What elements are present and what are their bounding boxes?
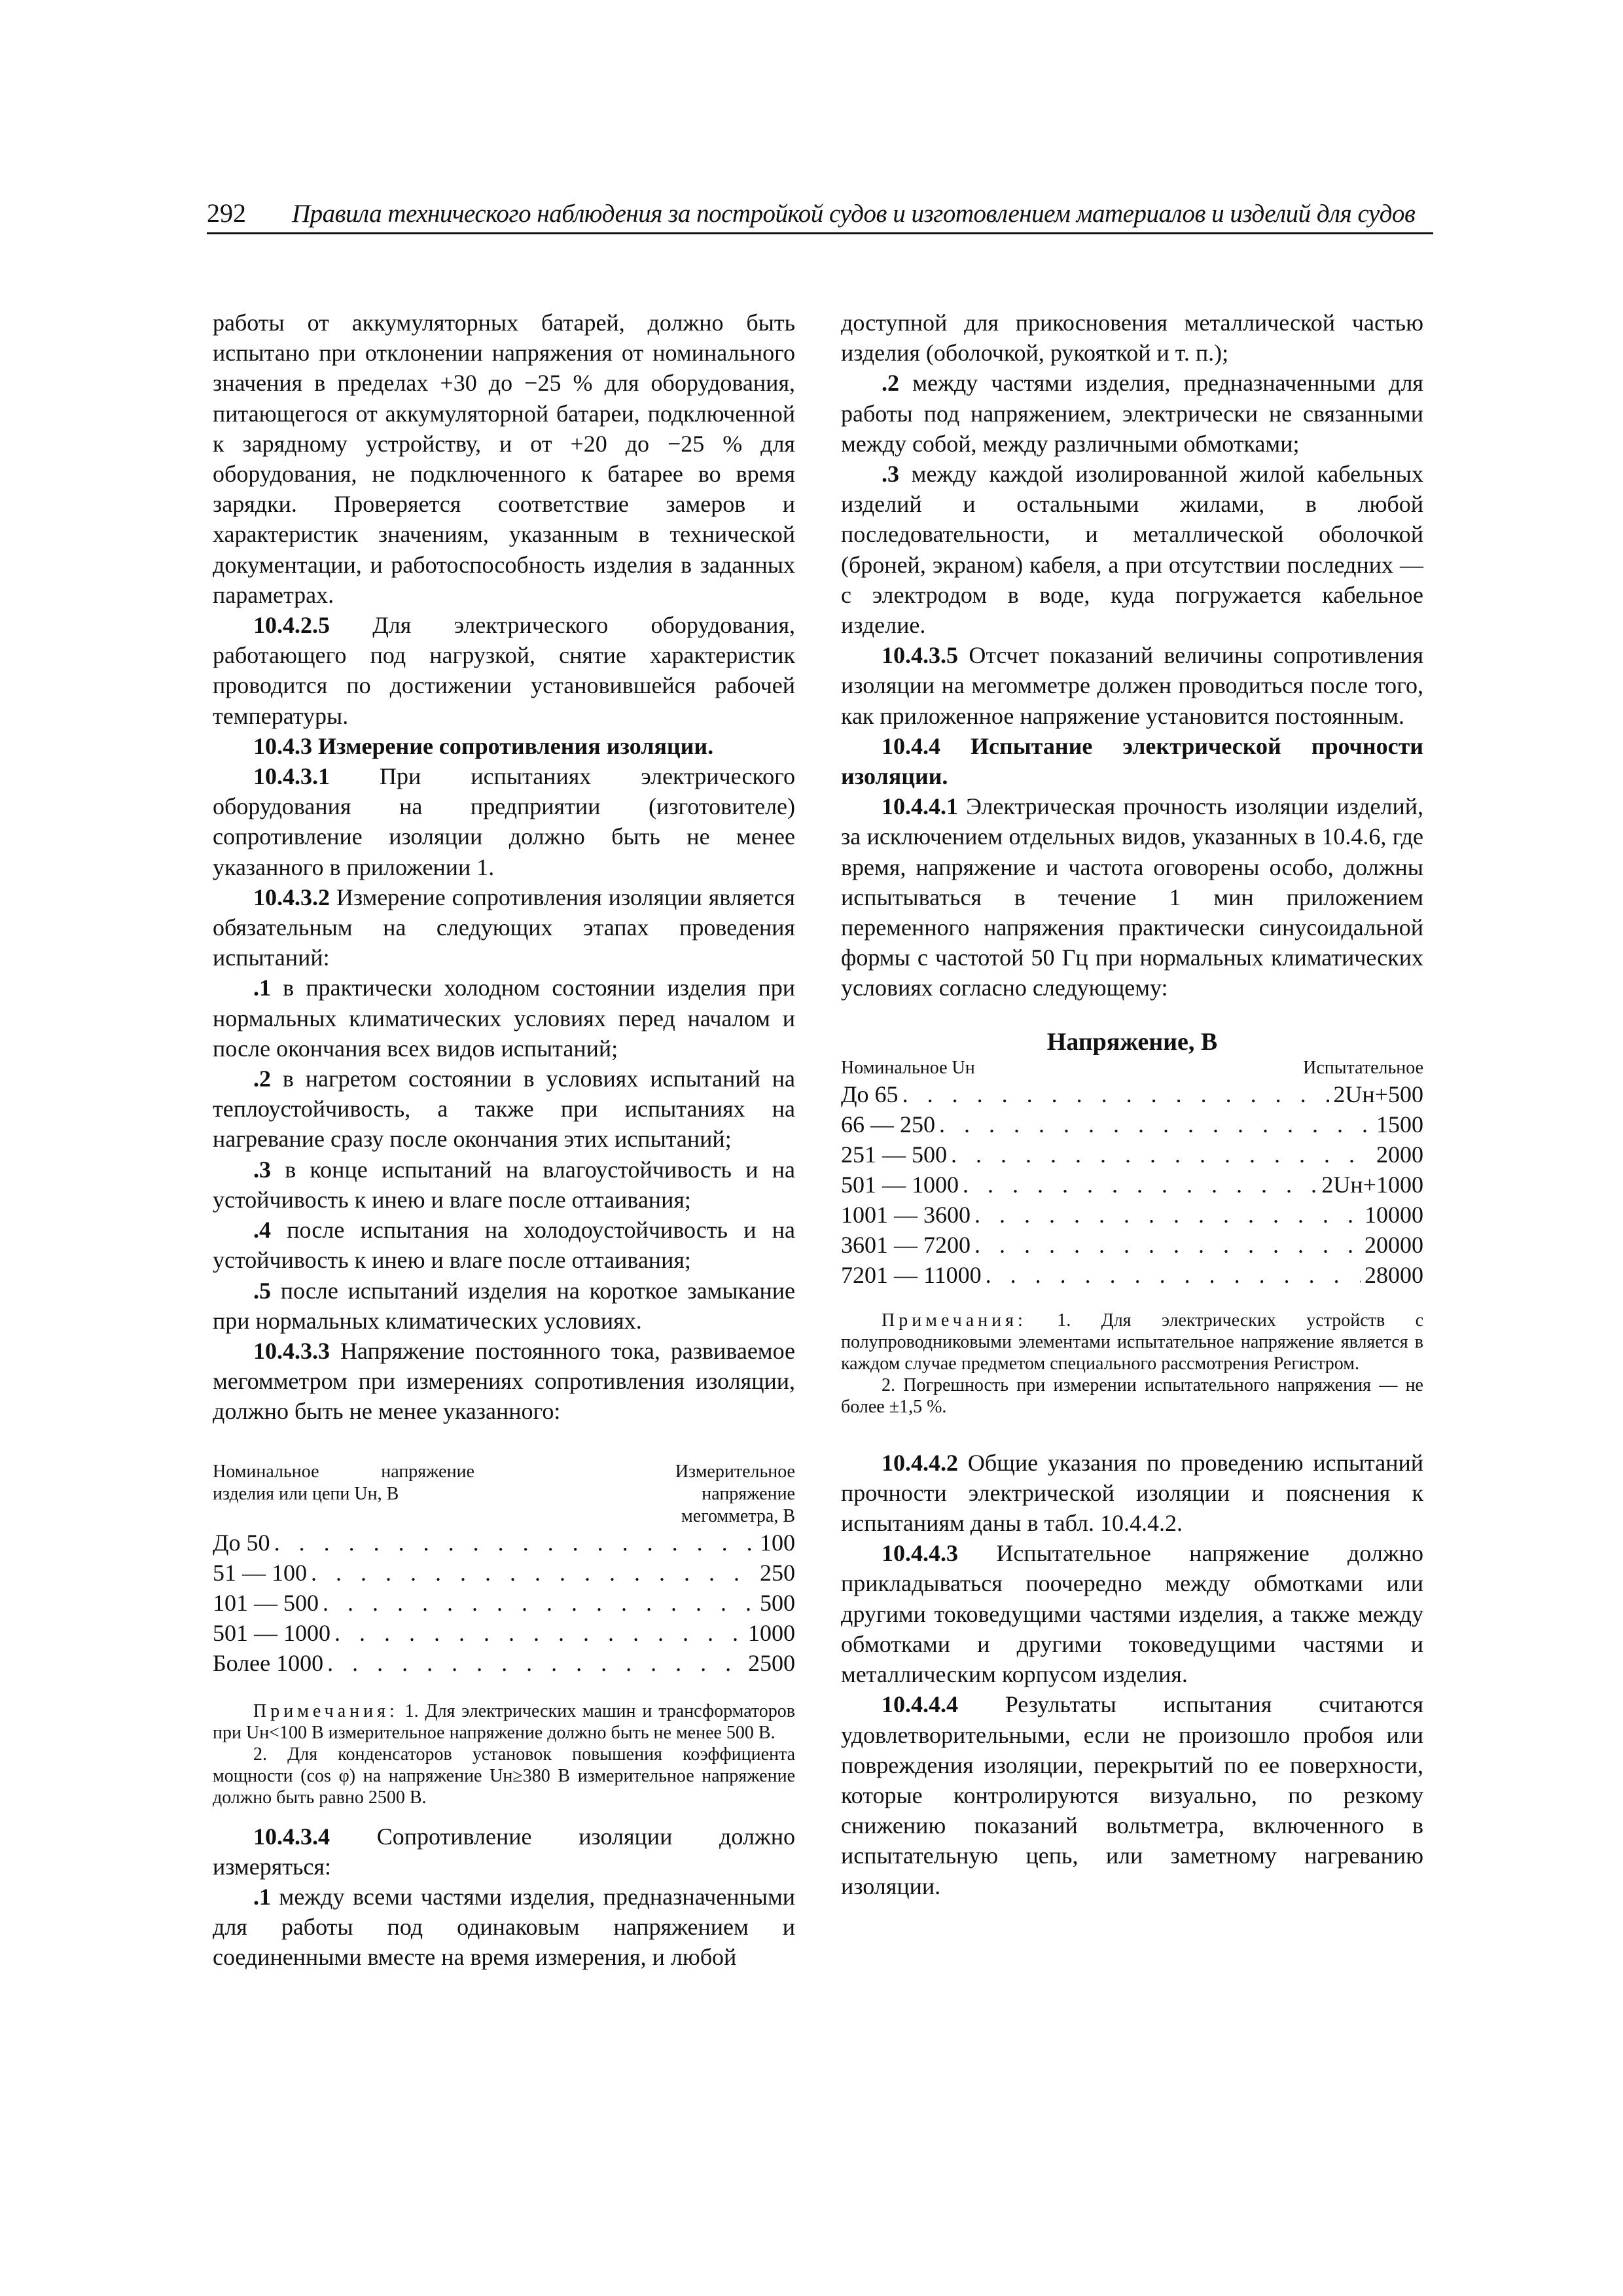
left-column xyxy=(213,308,795,1973)
running-title: Правила технического наблюдения за постройкой судов и изготовлением материалов и изделий для судов xyxy=(292,200,1416,228)
list-item: .2 в нагретом состоянии в условиях испытаний на теплоустойчивость, а также при испытаниях на нагревание сразу после окончания этих испытаний; xyxy=(213,1066,795,1153)
paragraph-10-4-3-2: 10.4.3.2 Измерение сопротивления изоляции является обязательным на следующих этапах проведения испытаний: xyxy=(213,884,795,971)
paragraph-10-4-4-3: 10.4.4.3 Испытательное напряжение должно прикладываться поочередно между обмотками или другими токоведущими частями изделия, а также между обмотками и другими токоведущими частями и металлическим корпусом изделия. xyxy=(841,1540,1423,1688)
list-item: .5 после испытаний изделия на короткое замыкание при нормальных климатических условиях. xyxy=(213,1277,795,1334)
table-row: До 65 . . . 2Uн+500 xyxy=(841,1079,1423,1109)
table-head-right: Измерительное напряжение мегомметра, В xyxy=(675,1461,795,1526)
table-notes xyxy=(213,1700,795,1808)
paragraph-10-4-4-1: 10.4.4.1 Электрическая прочность изоляции изделий, за исключением отдельных видов, указанных в 10.4.6, где время, напряжение и частота оговорены особо, должны испытываться в течение 1 мин приложением переменного напряжения практически синусоидальной формы с частотой 50 Гц при нормальных климатических условиях согласно следующему: xyxy=(841,793,1423,1001)
paragraph-10-4-4-2: 10.4.4.2 Общие указания по проведению испытаний прочности электрической изоляции и пояснения к испытаниям даны в табл. 10.4.4.2. xyxy=(841,1449,1423,1537)
paragraph: работы от аккумуляторных батарей, должно быть испытано при отклонении напряжения от номинального значения в пределах +30 до −25 % для оборудования, питающегося от аккумуляторной батареи, подключенной к зарядному устройству, и от +20 до −25 % для оборудования, не подключенного к батарее во время зарядки. Проверяется соответствие замеров и характеристик значениям, указанным в технической документации, и работоспособность изделия в заданных параметрах. xyxy=(213,310,795,608)
table-row: 501 — 1000 . . . 1000 xyxy=(213,1618,795,1648)
table-row: 1001 — 3600 . . . 10000 xyxy=(841,1200,1423,1230)
page-header xyxy=(207,196,1433,234)
note-2: 2. Погрешность при измерении испытательного напряжения — не более ±1,5 %. xyxy=(841,1374,1423,1417)
paragraph-10-4-3-1: 10.4.3.1 При испытаниях электрического оборудования на предприятии (изготовителе) сопротивление изоляции должно быть не менее указанного в приложении 1. xyxy=(213,763,795,880)
paragraph-10-4-3-3: 10.4.3.3 Напряжение постоянного тока, развиваемое мегомметром при измерениях сопротивления изоляции, должно быть не менее указанного: xyxy=(213,1337,795,1425)
table-head-right: Испытательное xyxy=(1303,1057,1423,1078)
paragraph-10-4-3-5: 10.4.3.5 Отсчет показаний величины сопротивления изоляции на мегомметре должен проводиться после того, как приложенное напряжение установится постоянным. xyxy=(841,642,1423,729)
table-header xyxy=(213,1461,795,1528)
table-row: 251 — 500 . . . 2000 xyxy=(841,1139,1423,1170)
page-number: 292 xyxy=(207,198,246,228)
table-header xyxy=(841,1057,1423,1079)
megohmmeter-voltage-table xyxy=(213,1461,795,1678)
table-row: Более 1000 . . . 2500 xyxy=(213,1648,795,1678)
list-item: .2 между частями изделия, предназначенными для работы под напряжением, электрически не связанными между собой, между различными обмотками; xyxy=(841,370,1423,457)
table-row: 3601 — 7200 . . . 20000 xyxy=(841,1230,1423,1260)
test-voltage-table xyxy=(841,1057,1423,1290)
table-title: Напряжение, В xyxy=(1046,1028,1218,1056)
table-notes xyxy=(841,1310,1423,1418)
table-head-left: Номинальное напряжение изделия или цепи Uн, В xyxy=(213,1461,474,1504)
table-row: 501 — 1000 . . . 2Uн+1000 xyxy=(841,1170,1423,1200)
list-item: .4 после испытания на холодоустойчивость и на устойчивость к инею и влаге после оттаивания; xyxy=(213,1217,795,1274)
right-column xyxy=(841,308,1423,1901)
table-row: 7201 — 11000 . . . 28000 xyxy=(841,1260,1423,1290)
list-item: .1 между всеми частями изделия, предназначенными для работы под одинаковым напряжением и соединенными вместе на время измерения, и любой xyxy=(213,1883,795,1971)
table-row: 101 — 500 . . . 500 xyxy=(213,1588,795,1618)
paragraph-10-4-4-4: 10.4.4.4 Результаты испытания считаются удовлетворительными, если не произошло пробоя или повреждения изоляции, перекрытий по ее поверхности, которые контролируются визуально, по резкому снижению показаний вольтметра, включенного в испытательную цепь, или заметному нагреванию изоляции. xyxy=(841,1691,1423,1899)
table-row: До 50 . . . 100 xyxy=(213,1528,795,1558)
list-item: .1 в практически холодном состоянии изделия при нормальных климатических условиях перед началом и после окончания всех видов испытаний; xyxy=(213,975,795,1062)
table-head-left: Номинальное Uн xyxy=(841,1057,975,1078)
note-1: Примечания: 1. Для электрических устройств с полупроводниковыми элементами испытательное напряжение является в каждом случае предметом специального рассмотрения Регистром. xyxy=(841,1310,1423,1374)
section-heading-10-4-3: 10.4.3 Измерение сопротивления изоляции. xyxy=(253,732,714,759)
table-row: 51 — 100 . . . 250 xyxy=(213,1558,795,1588)
section-heading-10-4-4: 10.4.4 Испытание электрической прочности изоляции. xyxy=(841,732,1423,790)
list-item: .3 в конце испытаний на влагоустойчивость и на устойчивость к инею и влаге после оттаивания; xyxy=(213,1156,795,1213)
note-1: Примечания: 1. Для электрических машин и трансформаторов при Uн<100 В измерительное напряжение должно быть не менее 500 В. xyxy=(213,1700,795,1743)
paragraph-10-4-3-4: 10.4.3.4 Сопротивление изоляции должно измеряться: xyxy=(213,1823,795,1880)
note-2: 2. Для конденсаторов установок повышения коэффициента мощности (cos φ) на напряжение Uн≥380 В измерительное напряжение должно быть равно 2500 В. xyxy=(213,1744,795,1808)
paragraph: доступной для прикосновения металлической частью изделия (оболочкой, рукояткой и т. п.); xyxy=(841,310,1423,367)
paragraph-10-4-2-5: 10.4.2.5 Для электрического оборудования, работающего под нагрузкой, снятие характеристик проводится по достижении установившейся рабочей температуры. xyxy=(213,612,795,729)
table-row: 66 — 250 . . . 1500 xyxy=(841,1109,1423,1139)
list-item: .3 между каждой изолированной жилой кабельных изделий и остальными жилами, в любой последовательности, и металлической оболочкой (броней, экраном) кабеля, а при отсутствии последних — с электродом в воде, куда погружается кабельное изделие. xyxy=(841,461,1423,639)
